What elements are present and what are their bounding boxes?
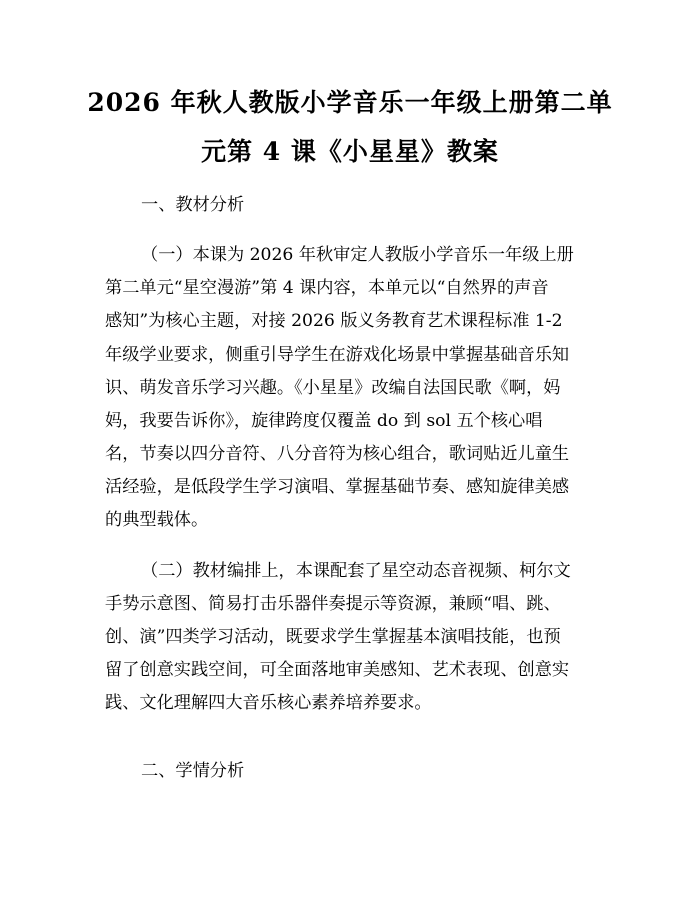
paragraph-line: 年级学业要求，侧重引导学生在游戏化场景中掌握基础音乐知	[105, 345, 570, 365]
section-heading-student-analysis: 二、学情分析	[141, 761, 245, 781]
paragraph-line: 的典型载体。	[105, 510, 209, 530]
section-heading-textbook-analysis: 一、教材分析	[141, 195, 245, 215]
paragraph-line: 手势示意图、简易打击乐器伴奏提示等资源，兼顾“唱、跳、	[105, 594, 561, 614]
paragraph-line: 妈，我要告诉你》，旋律跨度仅覆盖 do 到 sol 五个核心唱	[105, 411, 543, 431]
paragraph-line: 留了创意实践空间，可全面落地审美感知、艺术表现、创意实	[105, 660, 570, 680]
paragraph-line: （二）教材编排上，本课配套了星空动态音视频、柯尔文	[141, 561, 571, 581]
document-title-line-2: 元第 4 课《小星星》教案	[201, 137, 499, 166]
paragraph-line: （一）本课为 2026 年秋审定人教版小学音乐一年级上册	[141, 245, 574, 265]
paragraph-line: 感知”为核心主题，对接 2026 版义务教育艺术课程标准 1-2	[105, 311, 563, 331]
document-title-line-1: 2026 年秋人教版小学音乐一年级上册第二单	[87, 88, 613, 117]
paragraph-line: 名，节奏以四分音符、八分音符为核心组合，歌词贴近儿童生	[105, 444, 570, 464]
paragraph-line: 识、萌发音乐学习兴趣。《小星星》改编自法国民歌《啊，妈	[105, 378, 561, 398]
paragraph-line: 第二单元“星空漫游”第 4 课内容，本单元以“自然界的声音	[105, 278, 549, 298]
paragraph-line: 创、演”四类学习活动，既要求学生掌握基本演唱技能，也预	[105, 627, 561, 647]
paragraph-line: 活经验，是低段学生学习演唱、掌握基础节奏、感知旋律美感	[105, 477, 570, 497]
paragraph-line: 践、文化理解四大音乐核心素养培养要求。	[105, 693, 432, 713]
